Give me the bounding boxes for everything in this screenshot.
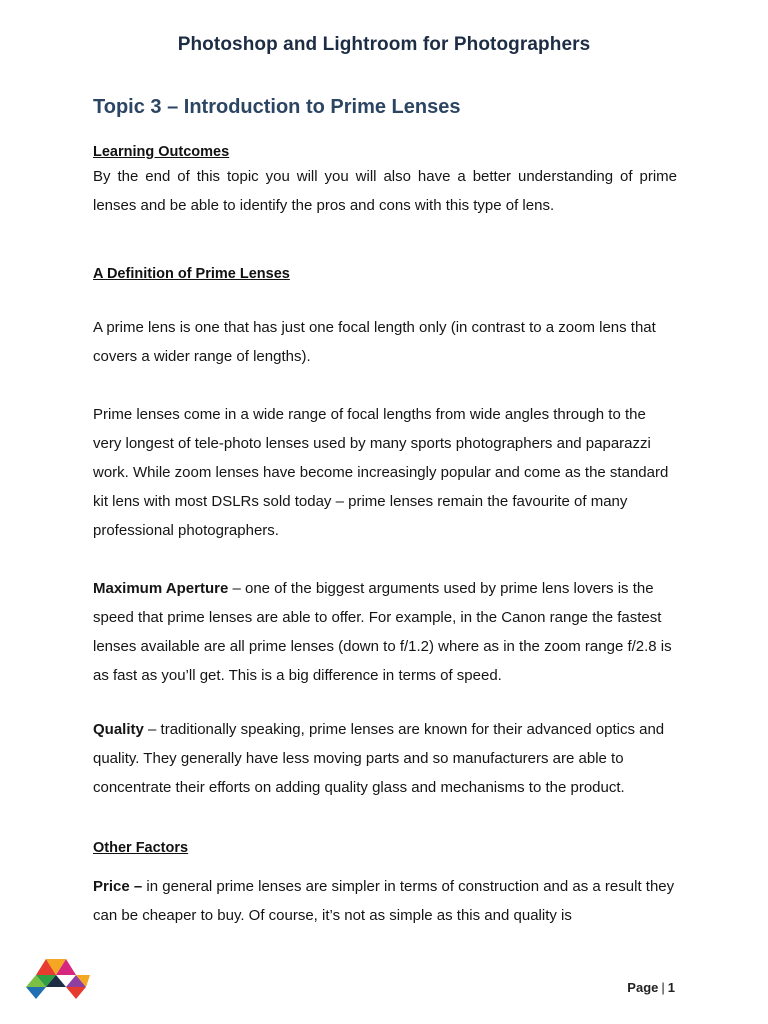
other-factors-heading: Other Factors (93, 840, 189, 856)
document-body (93, 94, 677, 930)
definition-paragraph: A prime lens is one that has just one focal length only (in contrast to a zoom lens that covers a wider range of lengths). (93, 319, 656, 365)
triangle-mosaic-logo-icon (24, 957, 94, 1003)
quality-paragraph (93, 715, 677, 802)
quality-text: – traditionally speaking, prime lenses are known for their advanced optics and quality. They generally have less moving parts and so manufacturers are able to concentrate their efforts on adding quality glass and mechanisms to the product. (93, 721, 665, 796)
price-text: in general prime lenses are simpler in terms of construction and as a result they can be cheaper to buy. Of course, it’s not as simple as this and quality is (93, 878, 675, 924)
prime-range-paragraph: Prime lenses come in a wide range of focal lengths from wide angles through to the very longest of tele-photo lenses used by many sports photographers and paparazzi work. While zoom lenses have become increasingly popular and come as the standard kit lens with most DSLRs sold today – prime lenses remain the favourite of many professional photographers. (93, 406, 669, 539)
quality-term: Quality (93, 721, 144, 738)
price-paragraph (93, 872, 677, 930)
page-number-value: 1 (667, 980, 675, 995)
max-aperture-term: Maximum Aperture (93, 580, 229, 597)
course-title: Photoshop and Lightroom for Photographers (177, 34, 591, 55)
page-separator: | (661, 980, 665, 995)
max-aperture-text: – one of the biggest arguments used by prime lens lovers is the speed that prime lenses are able to offer. For example, in the Canon range the fastest lenses available are all prime lenses (down to f/1.2) where as in the zoom range f/2.8 is as fast as you’ll get. This is a big difference in terms of speed. (93, 580, 672, 684)
logo-piece (26, 987, 46, 999)
learning-outcomes-text: By the end of this topic you will you will also have a better understanding of prime lenses and be able to identify the pros and cons with this type of lens. (93, 168, 677, 214)
topic-title: Topic 3 – Introduction to Prime Lenses (93, 96, 461, 118)
price-term: Price – (93, 878, 143, 895)
learning-outcomes-heading: Learning Outcomes (93, 144, 230, 160)
page-label: Page (627, 980, 659, 995)
page-number (627, 980, 675, 995)
logo-piece (66, 987, 86, 999)
max-aperture-paragraph (93, 574, 677, 690)
definition-heading: A Definition of Prime Lenses (93, 266, 290, 282)
